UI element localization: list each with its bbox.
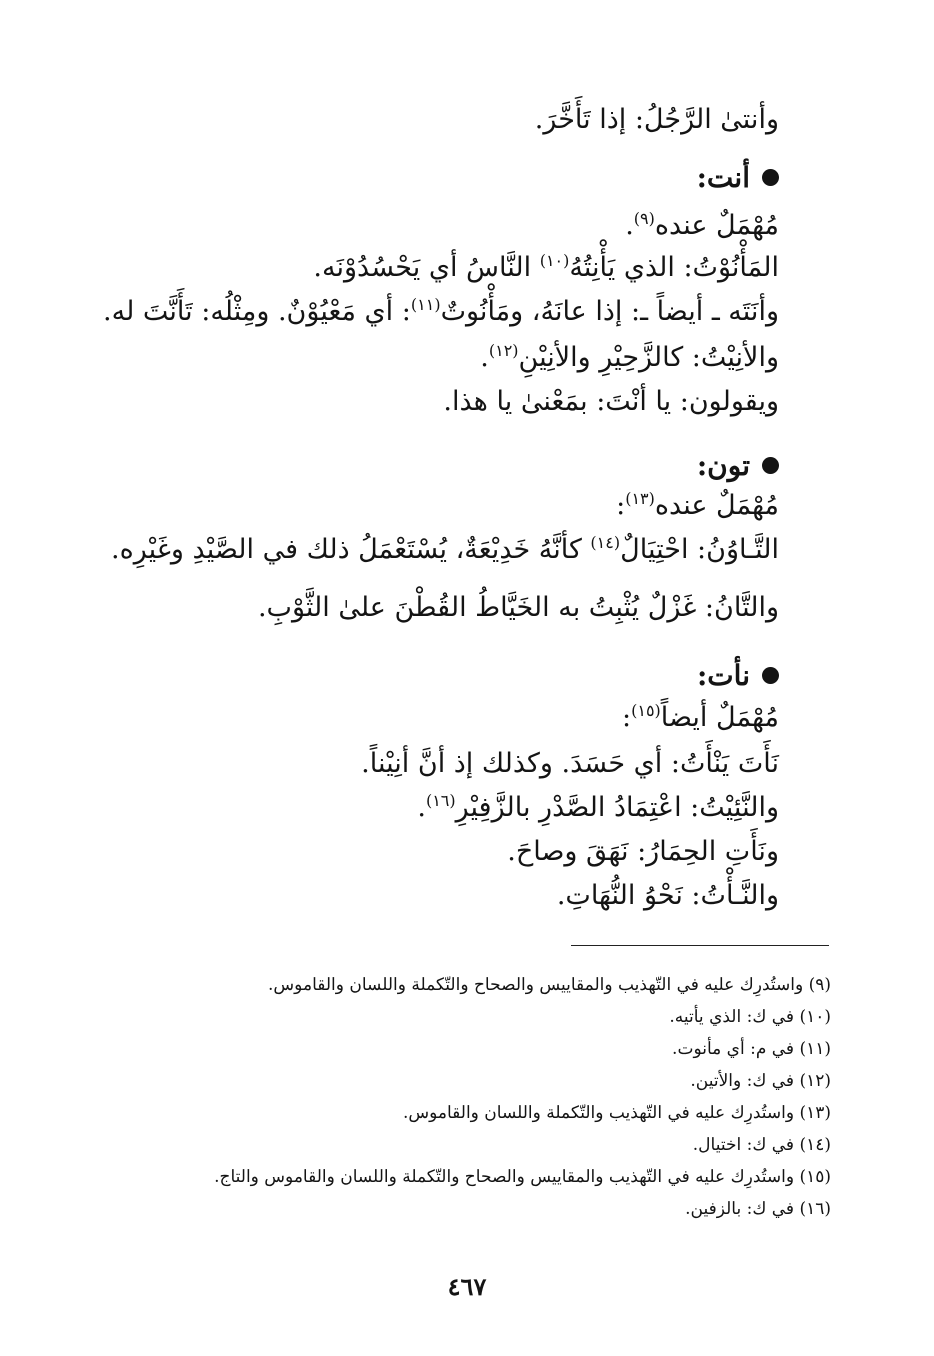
body-line: وأنَتَه ـ أيضاً ـ: إذا عانَهُ، ومَأْنُوتٌ$^{(١١)}$: أي مَعْيُوْنٌ. ومِثْلُه: تَأَنَّتَ له. [103,295,779,327]
body-line: والأنِيْتُ: كالزَّحِيْرِ والأنِيْنِ$^{(١٢)}$. [480,341,779,373]
body-line: ويقولون: يا أنْتَ: بمَعْنىٰ يا هذا. [443,386,779,417]
bullet-icon [762,169,779,186]
entry-heading-naat: نأت: [697,658,779,694]
body-line: والنَّـأْتُ: نَحْوُ النُّهَاتِ. [556,880,779,911]
entry-heading-ant: أنت: [697,160,779,196]
footnote-marker: (١٠) [539,251,570,270]
footnote: (١٢) في ك: والأتين. [690,1071,831,1091]
body-line: مُهْمَلٌ عنده$^{(١٣)}$: [616,489,779,521]
body-line: والنَّئِيْتُ: اعْتِمَادُ الصَّدْرِ بالزَّفِيْرِ$^{(١٦)}$. [417,791,779,823]
footnote-marker: (١٢) [488,341,519,360]
body-line: والتَّانُ: غَزْلٌ يُثْبِتُ به الخَيَّاطُ القُطْنَ علىٰ الثَّوْبِ. [257,592,779,623]
body-line: مُهْمَلٌ أيضاً$^{(١٥)}$: [621,701,779,733]
body-line: ونَأَتِ الحِمَارُ: نَهَقَ وصاحَ. [507,836,779,867]
footnote: (١١) في م: أي مأنوت. [672,1039,831,1059]
footnote-marker: (١١) [410,295,441,314]
footnote: (١٠) في ك: الذي يأتيه. [669,1007,831,1027]
footnote-divider [571,945,829,946]
bullet-icon [762,457,779,474]
body-line: المَأْنُوْتُ: الذي يَأْنِتُهُ$^{(١٠)}$ النَّاسُ أي يَحْسُدُوْنَه. [313,251,779,283]
entry-heading-tawn: تون: [697,448,779,484]
footnote: (١٤) في ك: اختيال. [692,1135,831,1155]
footnote-marker: (٩) [633,209,655,228]
page-number: ٤٦٧ [447,1272,487,1301]
footnote: (١٣) واستُدرِك عليه في التّهذيب والتّكملة واللسان والقاموس. [402,1103,831,1123]
footnote: (١٥) واستُدرِك عليه في التّهذيب والمقاييس والصحاح والتّكملة واللسان والقاموس والتاج. [214,1167,831,1187]
bullet-icon [762,667,779,684]
body-line: التَّـاوُنُ: احْتِيَالٌ$^{(١٤)}$ كأنَّهُ خَدِيْعَةٌ، يُسْتَعْمَلُ ذلك في الصَّيْدِ وغَيْرِه. [111,533,779,565]
footnote: (١٦) في ك: بالزفين. [685,1199,831,1219]
footnote-marker: (١٤) [590,533,621,552]
footnote: (٩) واستُدرِك عليه في التّهذيب والمقاييس والصحاح والتّكملة واللسان والقاموس. [268,975,831,995]
body-line: مُهْمَلٌ عنده$^{(٩)}$. [625,209,779,241]
footnote-marker: (١٥) [631,701,661,720]
footnote-marker: (١٦) [425,791,456,810]
body-line: وأنتىٰ الرَّجُلُ: إذا تَأَخَّرَ. [534,104,779,135]
body-line: نَأَتَ يَنْأَتُ: أي حَسَدَ. وكذلك إذ أنَّ أنِيْناً. [361,748,779,779]
footnote-marker: (١٣) [625,489,655,508]
